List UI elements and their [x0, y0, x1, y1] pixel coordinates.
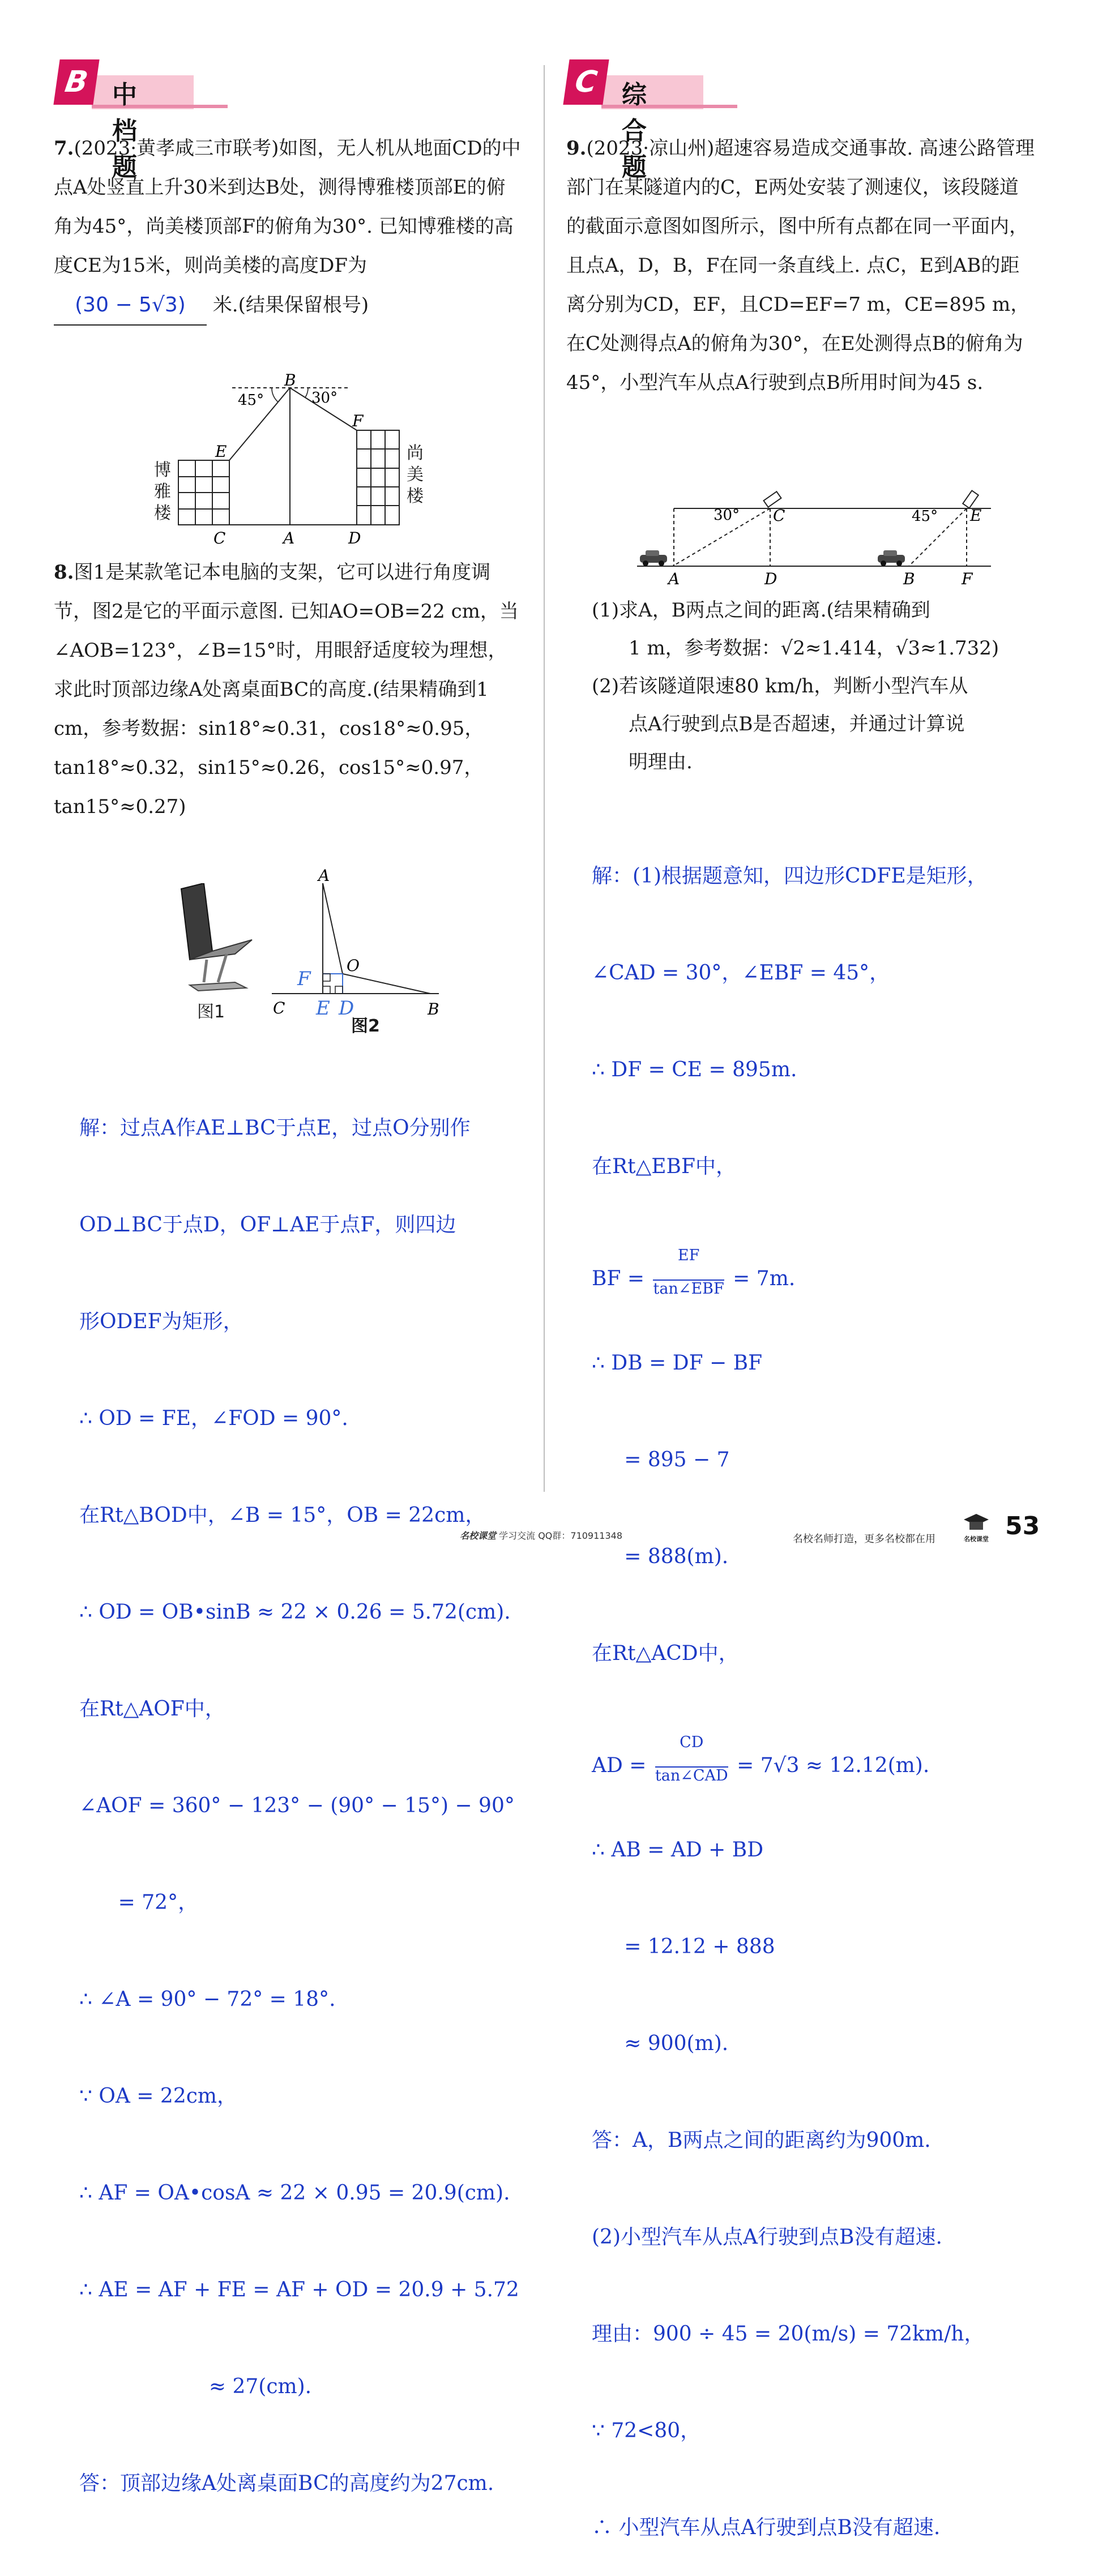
q8-sol-line: ∵ OA = 22cm，: [79, 2085, 238, 2108]
ad-suffix: = 7√3 ≈ 12.12(m).: [730, 1754, 930, 1777]
q8-sol-line: ∴ ∠A = 90° − 72° = 18°.: [79, 1988, 336, 2011]
question-8-text: 图1是某款笔记本电脑的支架，它可以进行角度调节，图2是它的平面示意图. 已知AO=OB=22 cm，当∠AOB=123°，∠B=15°时，用眼舒适度较为理想，求此时顶部边缘A处离桌面BC的高度.(结果精确到1 cm，参考数据：sin18°≈0.31，cos18°≈0.95，tan18°≈0.32，sin15°≈0.26，cos15°≈0.97，tan15°≈0.27): [54, 561, 519, 818]
section-b-bar: [92, 75, 194, 109]
q8-sol-line: OD⊥BC于点D，OF⊥AE于点F，则四边: [79, 1213, 456, 1236]
q9-sol-line: = 12.12 + 888: [592, 1935, 775, 1958]
speed-camera-c: [764, 491, 781, 507]
q9-sub2-b: 点A行驶到点B是否超速，并通过计算说: [629, 713, 965, 735]
column-divider: [544, 65, 545, 1492]
fig9-angle-left: 30°: [714, 507, 740, 524]
q9-sol-line: ∴ 小型汽车从点A行驶到点B没有超速.: [592, 2516, 941, 2539]
q9-sol-line: 理由：900 ÷ 45 = 20(m/s) = 72km/h，: [592, 2322, 985, 2346]
stand-leg-2: [218, 954, 227, 982]
fig7-label-B: B: [284, 371, 296, 390]
question-8-figure-1: [173, 883, 258, 1002]
q8-sol-line: ∴ AF = OA•cosA ≈ 22 × 0.95 = 20.9(cm).: [79, 2181, 510, 2205]
fig2-label-B: B: [428, 1000, 439, 1019]
q9-sol-line-fraction-bf: [592, 1247, 988, 1298]
ad-denominator: tan∠CAD: [655, 1767, 728, 1785]
q8-sol-line: ∴ OD = FE，∠FOD = 90°.: [79, 1407, 348, 1430]
fig9-label-C: C: [773, 506, 785, 525]
q9-sub1-a: (1)求A，B两点之间的距离.(结果精确到: [592, 599, 930, 622]
fig9-label-B: B: [903, 570, 915, 588]
footer-logo-text: 名校课堂: [964, 1535, 989, 1543]
question-8-figure-2: [266, 866, 447, 1030]
q9-sol-line: ∵ 72<80，: [592, 2419, 701, 2442]
q9-sol-line: 答：A，B两点之间的距离约为900m.: [592, 2129, 931, 2152]
question-8: [54, 553, 524, 827]
question-9-figure: [629, 487, 997, 589]
car-a: [640, 550, 667, 566]
q9-sol-line: 在Rt△ACD中，: [592, 1642, 739, 1665]
fig2-label-E: E: [316, 997, 330, 1020]
fig7-angle-right: 30°: [311, 390, 338, 406]
fig9-label-E: E: [970, 506, 982, 525]
question-8-solution: [79, 1047, 519, 2532]
car-b: [878, 550, 905, 566]
q8-sol-line: 形ODEF为矩形，: [79, 1310, 243, 1333]
ad-numerator: CD: [655, 1734, 728, 1768]
ad-fraction: [655, 1734, 728, 1800]
fig2-label-D: D: [339, 997, 354, 1020]
question-8-number: 8.: [54, 561, 74, 584]
question-9-number: 9.: [566, 137, 587, 160]
q8-sol-line: ∴ AE = AF + FE = AF + OD = 20.9 + 5.72: [79, 2278, 519, 2301]
fig7-right-building-name: 尚美楼: [407, 443, 424, 506]
question-7-tail: 米.(结果保留根号): [212, 294, 369, 316]
fig2-label-F: F: [297, 968, 311, 990]
fig1-caption: 图1: [197, 1002, 225, 1022]
q9-sub2-c: 明理由.: [629, 751, 693, 773]
fig7-label-C: C: [213, 529, 226, 547]
section-c-letter: C: [563, 59, 609, 105]
stand-base: [190, 982, 246, 991]
footer-logo: [963, 1513, 990, 1543]
q8-sol-line: ∴ OD = OB•sinB ≈ 22 × 0.26 = 5.72(cm).: [79, 1601, 511, 1624]
fig7-label-D: D: [348, 529, 361, 547]
question-7-text: (2023·黄孝咸三市联考)如图，无人机从地面CD的中点A处竖直上升30米到达B处，测得博雅楼顶部E的俯角为45°，尚美楼顶部F的俯角为30°. 已知博雅楼的高度CE为15米，则尚美楼的高度DF为: [54, 137, 521, 277]
fig2-label-O: O: [347, 956, 360, 975]
q9-sol-line-fraction-ad: [592, 1734, 988, 1785]
q8-sol-line: ∠AOF = 360° − 123° − (90° − 15°) − 90°: [79, 1794, 515, 1817]
q8-sol-line: 在Rt△BOD中，∠B = 15°，OB = 22cm，: [79, 1504, 486, 1527]
bf-numerator: EF: [653, 1247, 724, 1281]
question-9: [566, 129, 1036, 403]
graduation-cap-icon: [963, 1513, 990, 1532]
q9-sol-line: 在Rt△EBF中，: [592, 1155, 736, 1178]
question-9-subquestions: [592, 592, 1045, 781]
question-7-number: 7.: [54, 137, 74, 160]
fig9-angle-right: 45°: [912, 508, 938, 525]
fig2-label-A: A: [318, 866, 330, 885]
bf-fraction: [653, 1247, 724, 1313]
laptop-screen: [181, 883, 212, 960]
section-c-title: 综合题: [622, 80, 648, 182]
fig9-label-A: A: [668, 570, 680, 588]
fig7-label-E: E: [215, 442, 227, 461]
fig2-label-C: C: [273, 999, 285, 1017]
question-7: [54, 129, 524, 326]
q8-sol-line: ≈ 27(cm).: [79, 2375, 312, 2398]
q8-sol-line: = 72°，: [79, 1891, 199, 1914]
footer-center: [460, 1529, 622, 1542]
page-number: 53: [1005, 1512, 1040, 1541]
q9-sol-line: ∴ DB = DF − BF: [592, 1351, 763, 1375]
q8-sol-line: 解：过点A作AE⊥BC于点E，过点O分别作: [79, 1116, 471, 1140]
stand-leg: [204, 960, 207, 982]
ad-prefix: AD =: [592, 1754, 653, 1777]
fig9-label-D: D: [764, 570, 777, 588]
speed-camera-e: [963, 491, 979, 508]
section-b-title: 中档题: [112, 80, 138, 182]
q8-sol-line: 答：顶部边缘A处离桌面BC的高度约为27cm.: [79, 2472, 494, 2495]
bf-prefix: BF =: [592, 1267, 651, 1290]
q9-sol-line: ∴ DF = CE = 895m.: [592, 1058, 797, 1081]
bf-denominator: tan∠EBF: [653, 1280, 724, 1298]
q9-sol-line: ∴ AB = AD + BD: [592, 1838, 764, 1862]
q9-sol-line: ≈ 900(m).: [592, 2032, 729, 2055]
section-b-letter: B: [53, 59, 99, 105]
question-7-answer: (30 − 5√3): [54, 285, 207, 326]
footer-slogan: 名校名师打造，更多名校都在用: [793, 1533, 935, 1545]
fig2-caption: 图2: [351, 1016, 380, 1036]
q9-sol-line: = 888(m).: [592, 1545, 729, 1568]
section-c-bar: [601, 75, 703, 109]
q9-sol-line: 解：(1)根据题意知，四边形CDFE是矩形，: [592, 865, 988, 888]
fig7-label-F: F: [352, 412, 364, 430]
footer-center-logo: 名校课堂: [460, 1530, 497, 1541]
q8-sol-line: 在Rt△AOF中，: [79, 1697, 225, 1721]
q9-sub2-a: (2)若该隧道限速80 km/h，判断小型汽车从: [592, 675, 968, 698]
footer-center-text: 学习交流 QQ群：710911348: [499, 1530, 623, 1541]
bf-suffix: = 7m.: [726, 1267, 796, 1290]
q9-sol-line: = 895 − 7: [592, 1448, 730, 1471]
q9-sub1-b: 1 m，参考数据：√2≈1.414，√3≈1.732): [629, 637, 999, 660]
question-7-figure: [142, 371, 436, 552]
fig7-angle-left: 45°: [238, 392, 264, 409]
fig9-label-F: F: [962, 570, 973, 588]
question-9-solution: [592, 795, 988, 2576]
question-9-text: (2023·凉山州)超速容易造成交通事故. 高速公路管理部门在某隧道内的C，E两处安装了测速仪，该段隧道的截面示意图如图所示，图中所有点都在同一平面内，且点A，D，B，F在同一条直线上. 点C，E到AB的距离分别为CD，EF，且CD=EF=7 m，CE=895 m，在C处测得点A的俯角为30°，在E处测得点B的俯角为45°，小型汽车从点A行驶到点B所用时间为45 s.: [566, 137, 1035, 394]
q9-sol-line: ∠CAD = 30°，∠EBF = 45°，: [592, 961, 890, 985]
fig7-left-building-name: 博雅楼: [154, 460, 171, 523]
fig7-label-A: A: [283, 529, 295, 547]
q9-sol-line: (2)小型汽车从点A行驶到点B没有超速.: [592, 2226, 942, 2249]
